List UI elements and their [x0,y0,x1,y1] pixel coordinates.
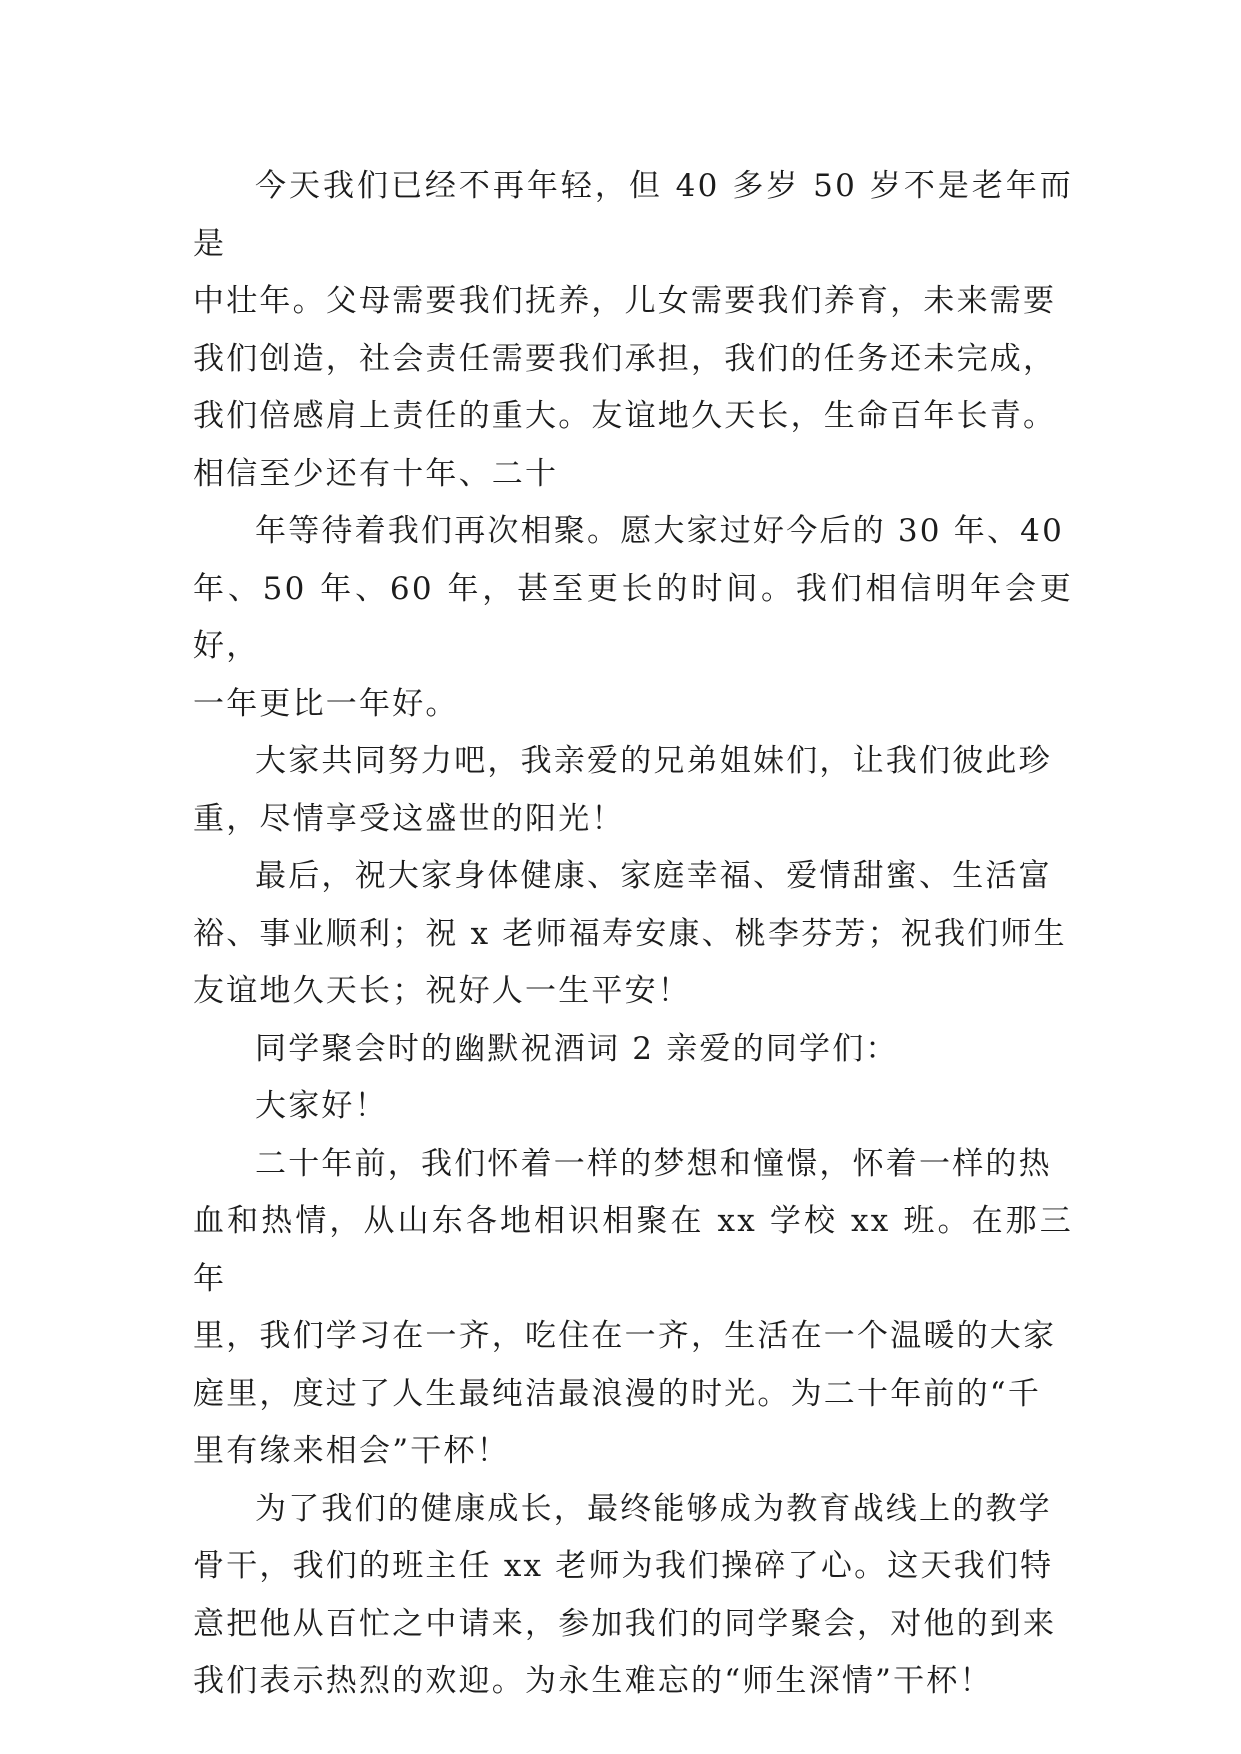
text-line: 庭里，度过了人生最纯洁最浪漫的时光。为二十年前的“千 [193,1375,1042,1412]
text-line: 我们创造，社会责任需要我们承担，我们的任务还未完成， [193,340,1057,377]
text-line: 相信至少还有十年、二十 [193,455,559,492]
text-line: 今天我们已经不再年轻，但 40 多岁 50 岁不是老年而是 [193,168,1073,262]
text-line: 一年更比一年好。 [193,685,459,722]
paragraph-3 [193,733,1073,848]
text-line: 我们表示热烈的欢迎。为永生难忘的“师生深情”干杯！ [193,1663,993,1699]
paragraph-1 [193,158,1073,503]
paragraph-5-heading [193,1021,1073,1079]
text-line: 年、50 年、60 年，甚至更长的时间。我们相信明年会更好， [193,570,1073,664]
text-line: 里有缘来相会”干杯！ [193,1433,510,1469]
paragraph-7 [193,1136,1073,1481]
text-line: 意把他从百忙之中请来，参加我们的同学聚会，对他的到来 [193,1605,1057,1642]
text-line: 同学聚会时的幽默祝酒词 2 亲爱的同学们： [255,1030,899,1067]
text-line: 中壮年。父母需要我们抚养，儿女需要我们养育，未来需要 [193,283,1057,319]
paragraph-8 [193,1481,1073,1711]
text-line: 年等待着我们再次相聚。愿大家过好今后的 30 年、40 [255,513,1064,549]
text-line: 里，我们学习在一齐，吃住在一齐，生活在一个温暖的大家 [193,1318,1057,1354]
text-line: 我们倍感肩上责任的重大。友谊地久天长，生命百年长青。 [193,398,1057,434]
paragraph-4 [193,848,1073,1021]
text-line: 为了我们的健康成长，最终能够成为教育战线上的教学 [255,1490,1052,1527]
text-line: 大家共同努力吧，我亲爱的兄弟姐妹们，让我们彼此珍 [255,743,1052,779]
text-line: 血和热情，从山东各地相识相聚在 xx 学校 xx 班。在那三年 [193,1203,1073,1297]
paragraph-6-greeting [193,1078,1073,1136]
text-line: 最后，祝大家身体健康、家庭幸福、爱情甜蜜、生活富 [255,858,1052,894]
text-line: 重，尽情享受这盛世的阳光！ [193,800,625,837]
text-line: 裕、事业顺利；祝 x 老师福寿安康、桃李芬芳；祝我们师生 [193,915,1067,952]
text-line: 友谊地久天长；祝好人一生平安！ [193,973,691,1009]
text-line: 大家好！ [255,1088,388,1124]
text-line: 骨干，我们的班主任 xx 老师为我们操碎了心。这天我们特 [193,1548,1054,1584]
document-body [193,158,1073,1711]
text-line: 二十年前，我们怀着一样的梦想和憧憬，怀着一样的热 [255,1145,1052,1182]
paragraph-2 [193,503,1073,733]
